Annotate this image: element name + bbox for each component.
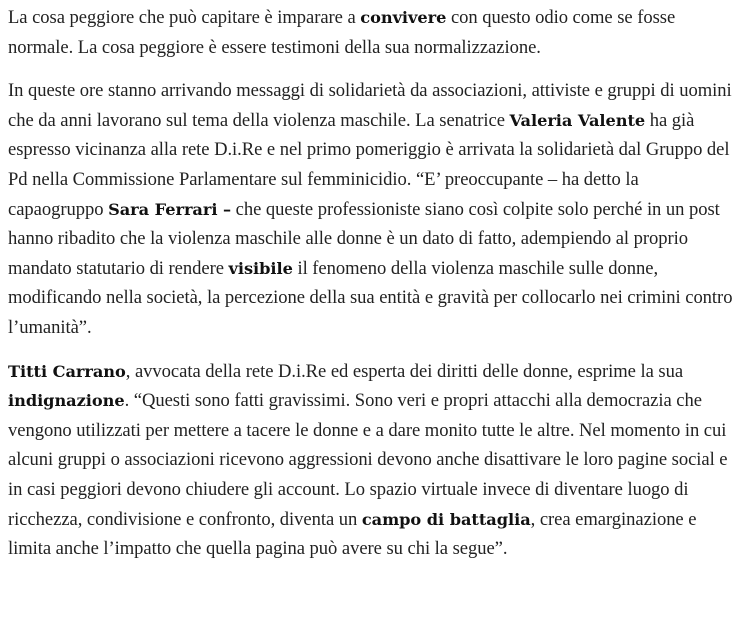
text-segment: , avvocata della rete D.i.Re ed esperta dei diritti delle donne, esprime la sua [125, 360, 684, 382]
paragraph-3 [8, 357, 734, 564]
text-segment: che queste professioniste siano così colpite solo perché in un post hanno ribadito che la violenza maschile alle donne è un dato di fatto, adempiendo al proprio mandato statutario di rendere [8, 198, 720, 279]
bold-term-campo-di-battaglia: campo di battaglia [361, 509, 531, 529]
bold-name-sara-ferrari: Sara Ferrari – [108, 199, 232, 219]
text-segment: In queste ore stanno arrivando messaggi di solidarietà da associazioni, attiviste e gruppi di uomini che da anni lavorano sul tema della violenza maschile. La senatrice [8, 80, 732, 131]
bold-name-valeria-valente: Valeria Valente [509, 110, 646, 130]
bold-term-convivere: convivere [360, 8, 447, 27]
text-segment: il fenomeno della violenza maschile sulle donne, modificando nella società, la percezione della sua entità e gravità per collocarlo nei crimini contro l’umanità”. [8, 257, 733, 338]
text-segment: , crea emarginazione e limita anche l’impatto che quella pagina può avere su chi la segue”. [8, 508, 697, 560]
bold-name-titti-carrano: Titti Carrano [8, 361, 126, 381]
text-segment: La cosa peggiore che può capitare è imparare a [8, 7, 361, 28]
text-segment: con questo odio come se fosse normale. La cosa peggiore è essere testimoni della sua normalizzazione. [8, 7, 676, 58]
bold-term-visibile: visibile [228, 258, 293, 278]
text-segment: . “Questi sono fatti gravissimi. Sono veri e propri attacchi alla democrazia che vengono utilizzati per mettere a tacere le donne e a dare monito tutte le altre. Nel momento in cui alcuni gruppi o associazioni ricevono aggressioni devono anche disattivare le loro pagine social e in casi peggiori devono chiudere gli account. Lo spazio virtuale invece di diventare luogo di ricchezza, condivisione e confronto, diventa un [8, 390, 728, 530]
paragraph-1 [8, 3, 734, 62]
bold-term-indignazione: indignazione [8, 391, 125, 411]
text-segment: ha già espresso vicinanza alla rete D.i.Re e nel primo pomeriggio è arrivata la solidarietà dal Gruppo del Pd nella Commissione Parlamentare sul femminicidio. “E’ preoccupante – ha detto la capaogruppo [8, 109, 730, 220]
paragraph-2 [8, 76, 734, 342]
